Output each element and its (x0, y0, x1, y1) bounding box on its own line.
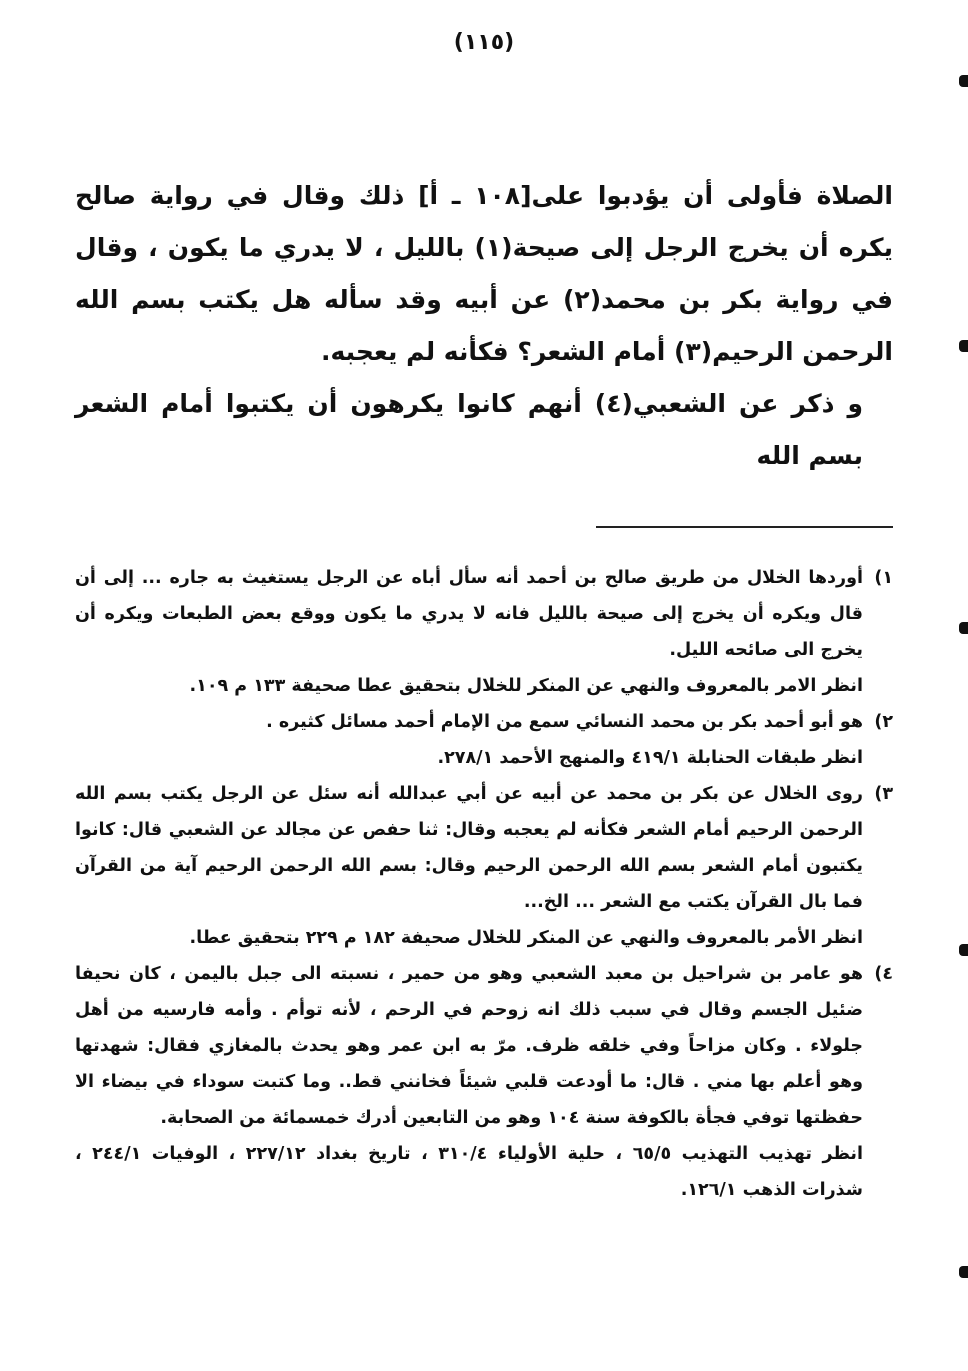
footnote-separator (596, 526, 893, 528)
page-number: (١١٥) (453, 30, 515, 55)
footnote-1 (75, 560, 893, 704)
scan-edge-mark (959, 340, 968, 352)
footnote-text: روى الخلال عن بكر بن محمد عن أبيه عن أبي عبدالله أنه سئل عن الرجل يكتب بسم الله الرحمن الرحيم أمام الشعر فكأنه لم يعجبه وقال: ثنا حفص عن مجالد عن الشعبي قال: كانوا يكتبون أمام الشعر بسم الله الرحمن الرحيم وقال: بسم الله الرحمن الرحيم آية من القرآن فما بال القرآن يكتب مع الشعر ... الخ... (75, 784, 863, 912)
main-text (75, 170, 893, 482)
footnote-reference: انظر طبقات الحنابلة ٤١٩/١ والمنهج الأحمد ٢٧٨/١. (437, 748, 863, 768)
main-paragraph: و ذكر عن الشعبي(٤) أنهم كانوا يكرهون أن يكتبوا أمام الشعر بسم الله (75, 389, 863, 470)
footnote-number: ٢) (874, 712, 893, 732)
footnotes (75, 560, 893, 1208)
footnote-reference: انظر الأمر بالمعروف والنهي عن المنكر للخلال صحيفة ١٨٢ م ٢٢٩ بتحقيق عطا. (189, 928, 863, 948)
footnote-text: هو عامر بن شراحيل بن معبد الشعبي وهو من حمير ، نسبته الى جبل باليمن ، كان نحيفا ضئيل الجسم وقال في سبب ذلك انه زوحم في الرحم ، لأنه توأم . وأمه فارسيه من أهل جلولاء . وكان مزاحاً وفي خلقه ظرف. مرّ به ابن عمر وهو يحدث بالمغازي فقال: شهدتها وهو أعلم بها مني . قال: ما أودعت قلبي شيئاً فخانني قط.. وما كتبت سوداء في بيضاء الا حفظتها توفي فجأة بالكوفة سنة ١٠٤ وهو من التابعين أدرك خمسمائة من الصحابة. (75, 964, 863, 1128)
footnote-number: ٣) (874, 784, 893, 804)
footnote-number: ٤) (874, 964, 893, 984)
footnote-sources: انظر تهذيب التهذيب ٦٥/٥ ، حلية الأولياء ٣١٠/٤ ، تاريخ بغداد ٢٢٧/١٢ ، الوفيات ٢٤٤/١ ، شذرات الذهب ١٢٦/١. (75, 1144, 863, 1200)
scan-edge-mark (959, 622, 968, 634)
footnote-reference: انظر الامر بالمعروف والنهي عن المنكر للخلال بتحقيق عطا صحيفة ١٣٣ م ١٠٩. (189, 676, 863, 696)
scan-edge-mark (959, 944, 968, 956)
footnote-4 (75, 956, 893, 1136)
footnote-text: أوردها الخلال من طريق صالح بن أحمد أنه سأل أباه عن الرجل يستغيث به جاره ... إلى أن قال ويكره أن يخرج إلى صيحة بالليل فانه لا يدري ما يكون ووقع بعض الطبعات ويكره أن يخرج الى صائحه الليل. (75, 568, 863, 660)
footnote-2 (75, 704, 893, 776)
footnote-3 (75, 776, 893, 956)
scan-edge-mark (959, 1266, 968, 1278)
scan-edge-mark (959, 75, 968, 87)
footnote-number: ١) (874, 568, 893, 588)
footnote-text: هو أبو أحمد بكر بن محمد النسائي سمع من الإمام أحمد مسائل كثيره . (266, 712, 863, 732)
main-paragraph: الصلاة فأولى أن يؤدبوا على[١٠٨ ـ أ] ذلك وقال في رواية صالح يكره أن يخرج الرجل إلى صيحة(١) بالليل ، لا يدري ما يكون ، وقال في رواية بكر بن محمد(٢) عن أبيه وقد سأله هل يكتب بسم الله الرحمن الرحيم(٣) أمام الشعر؟ فكأنه لم يعجبه. (75, 181, 893, 366)
